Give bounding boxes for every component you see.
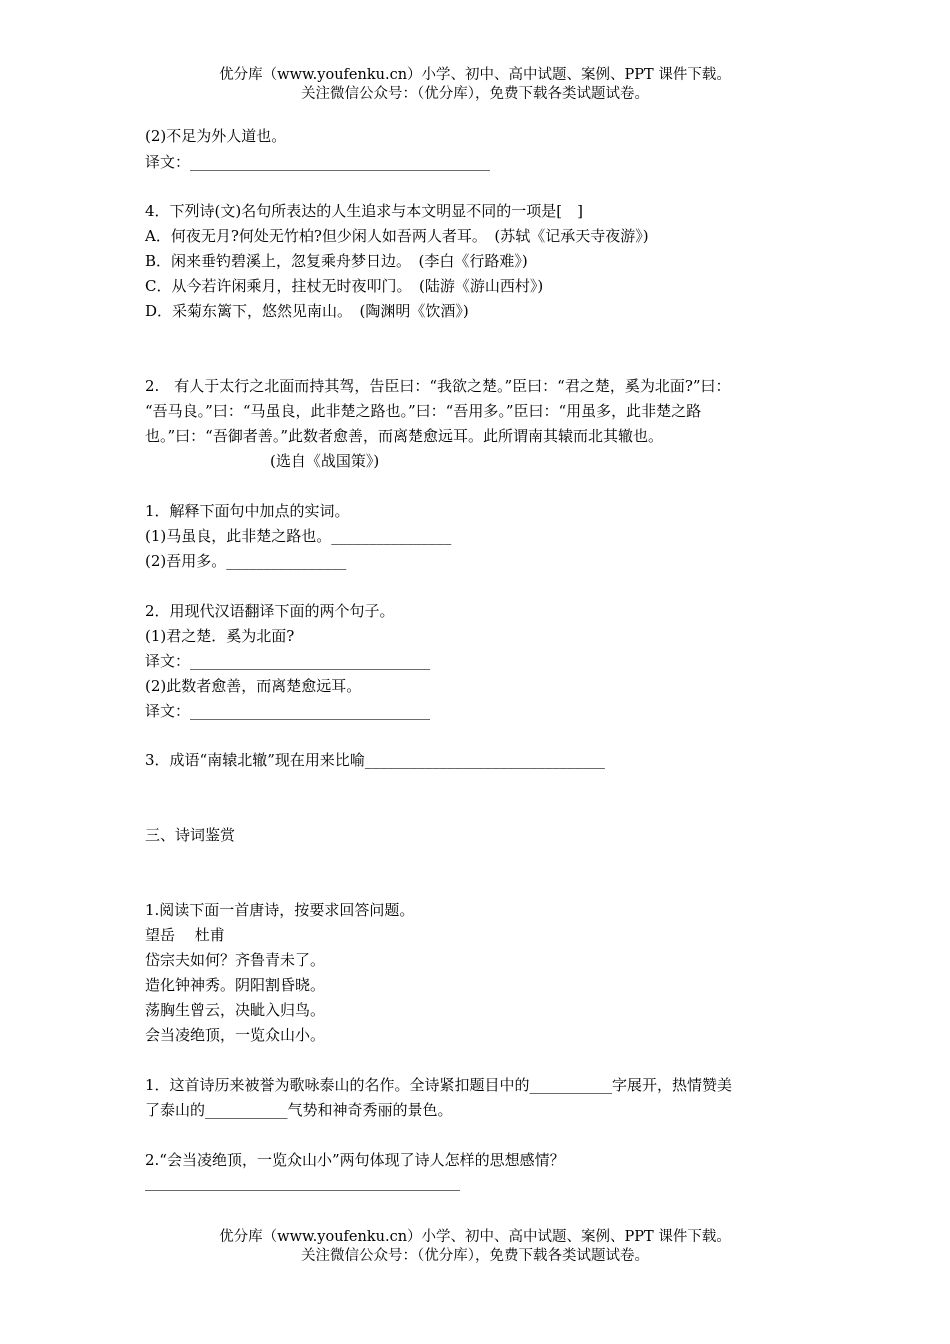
passage-line-2: “吾马良。”曰：“马虽良，此非楚之路也。”曰：“吾用多。”臣曰：“用虽多，此非楚之路 — [145, 402, 702, 420]
question-2-item-2: (2)此数者愈善，而离楚愈远耳。 — [145, 677, 362, 695]
question-3: 3．成语“南辕北辙”现在用来比喻________________________________ — [145, 751, 605, 769]
poem-title: 望岳 杜甫 — [145, 926, 225, 944]
option-c: C．从今若许闲乘月，拄杖无时夜叩门。 (陆游《游山西村》) — [145, 277, 544, 295]
page-footer — [0, 1228, 950, 1266]
option-b: B．闲来垂钓碧溪上，忽复乘舟梦日边。 (李白《行路难》) — [145, 252, 528, 270]
question-2-item-1: (1)君之楚．奚为北面? — [145, 627, 295, 645]
header-line-2: 关注微信公众号：（优分库），免费下载各类试题试卷。 — [301, 86, 649, 102]
section-title: 三、诗词鉴赏 — [145, 826, 236, 844]
poem-question-2: 2.“会当凌绝顶，一览众山小”两句体现了诗人怎样的思想感情？ — [145, 1151, 565, 1169]
question-1-stem: 1．解释下面句中加点的实词。 — [145, 502, 350, 520]
poem-line: 会当凌绝顶，一览众山小。 — [145, 1026, 326, 1044]
poem-line: 岱宗夫如何？齐鲁青未了。 — [145, 951, 326, 969]
footer-line-1: 优分库（www.youfenku.cn）小学、初中、高中试题、案例、PPT 课件下载。 — [219, 1229, 731, 1245]
question-1-item-2: (2)吾用多。________________ — [145, 552, 347, 570]
translation-line: 译文：________________________________________ — [145, 153, 491, 171]
question-sentence-2: (2)不足为外人道也。 — [145, 127, 287, 145]
page-header — [0, 66, 950, 104]
poem-line: 造化钟神秀。阴阳割昏晓。 — [145, 976, 326, 994]
poem-intro: 1.阅读下面一首唐诗，按要求回答问题。 — [145, 901, 415, 919]
question-2-item-1-translation: 译文：________________________________ — [145, 652, 431, 670]
header-line-1: 优分库（www.youfenku.cn）小学、初中、高中试题、案例、PPT 课件下载。 — [219, 67, 731, 83]
passage-line-1: 2. 有人于太行之北面而持其驾，告臣曰：“我欲之楚。”臣曰：“君之楚，奚为北面?”曰： — [145, 377, 731, 395]
poem-question-1-line-1: 1．这首诗历来被誉为歌咏泰山的名作。全诗紧扣题目中的___________字展开，热情赞美 — [145, 1076, 733, 1094]
question-2-item-2-translation: 译文：________________________________ — [145, 702, 431, 720]
question-4-stem: 4．下列诗(文)名句所表达的人生追求与本文明显不同的一项是[ ] — [145, 202, 583, 220]
answer-line: __________________________________________ — [145, 1173, 460, 1191]
question-1-item-1: (1)马虽良，此非楚之路也。________________ — [145, 527, 452, 545]
option-a: A．何夜无月?何处无竹柏?但少闲人如吾两人者耳。 (苏轼《记承天寺夜游》) — [145, 227, 649, 245]
passage-source: (选自《战国策》) — [270, 452, 380, 470]
question-2-stem: 2．用现代汉语翻译下面的两个句子。 — [145, 602, 395, 620]
passage-line-3: 也。”曰：“吾御者善。”此数者愈善，而离楚愈远耳。此所谓南其辕而北其辙也。 — [145, 427, 664, 445]
poem-line: 荡胸生曾云，决眦入归鸟。 — [145, 1001, 326, 1019]
option-d: D．采菊东篱下，悠然见南山。 (陶渊明《饮酒》) — [145, 302, 469, 320]
poem-question-1-line-2: 了泰山的___________气势和神奇秀丽的景色。 — [145, 1101, 453, 1119]
footer-line-2: 关注微信公众号：（优分库），免费下载各类试题试卷。 — [301, 1248, 649, 1264]
